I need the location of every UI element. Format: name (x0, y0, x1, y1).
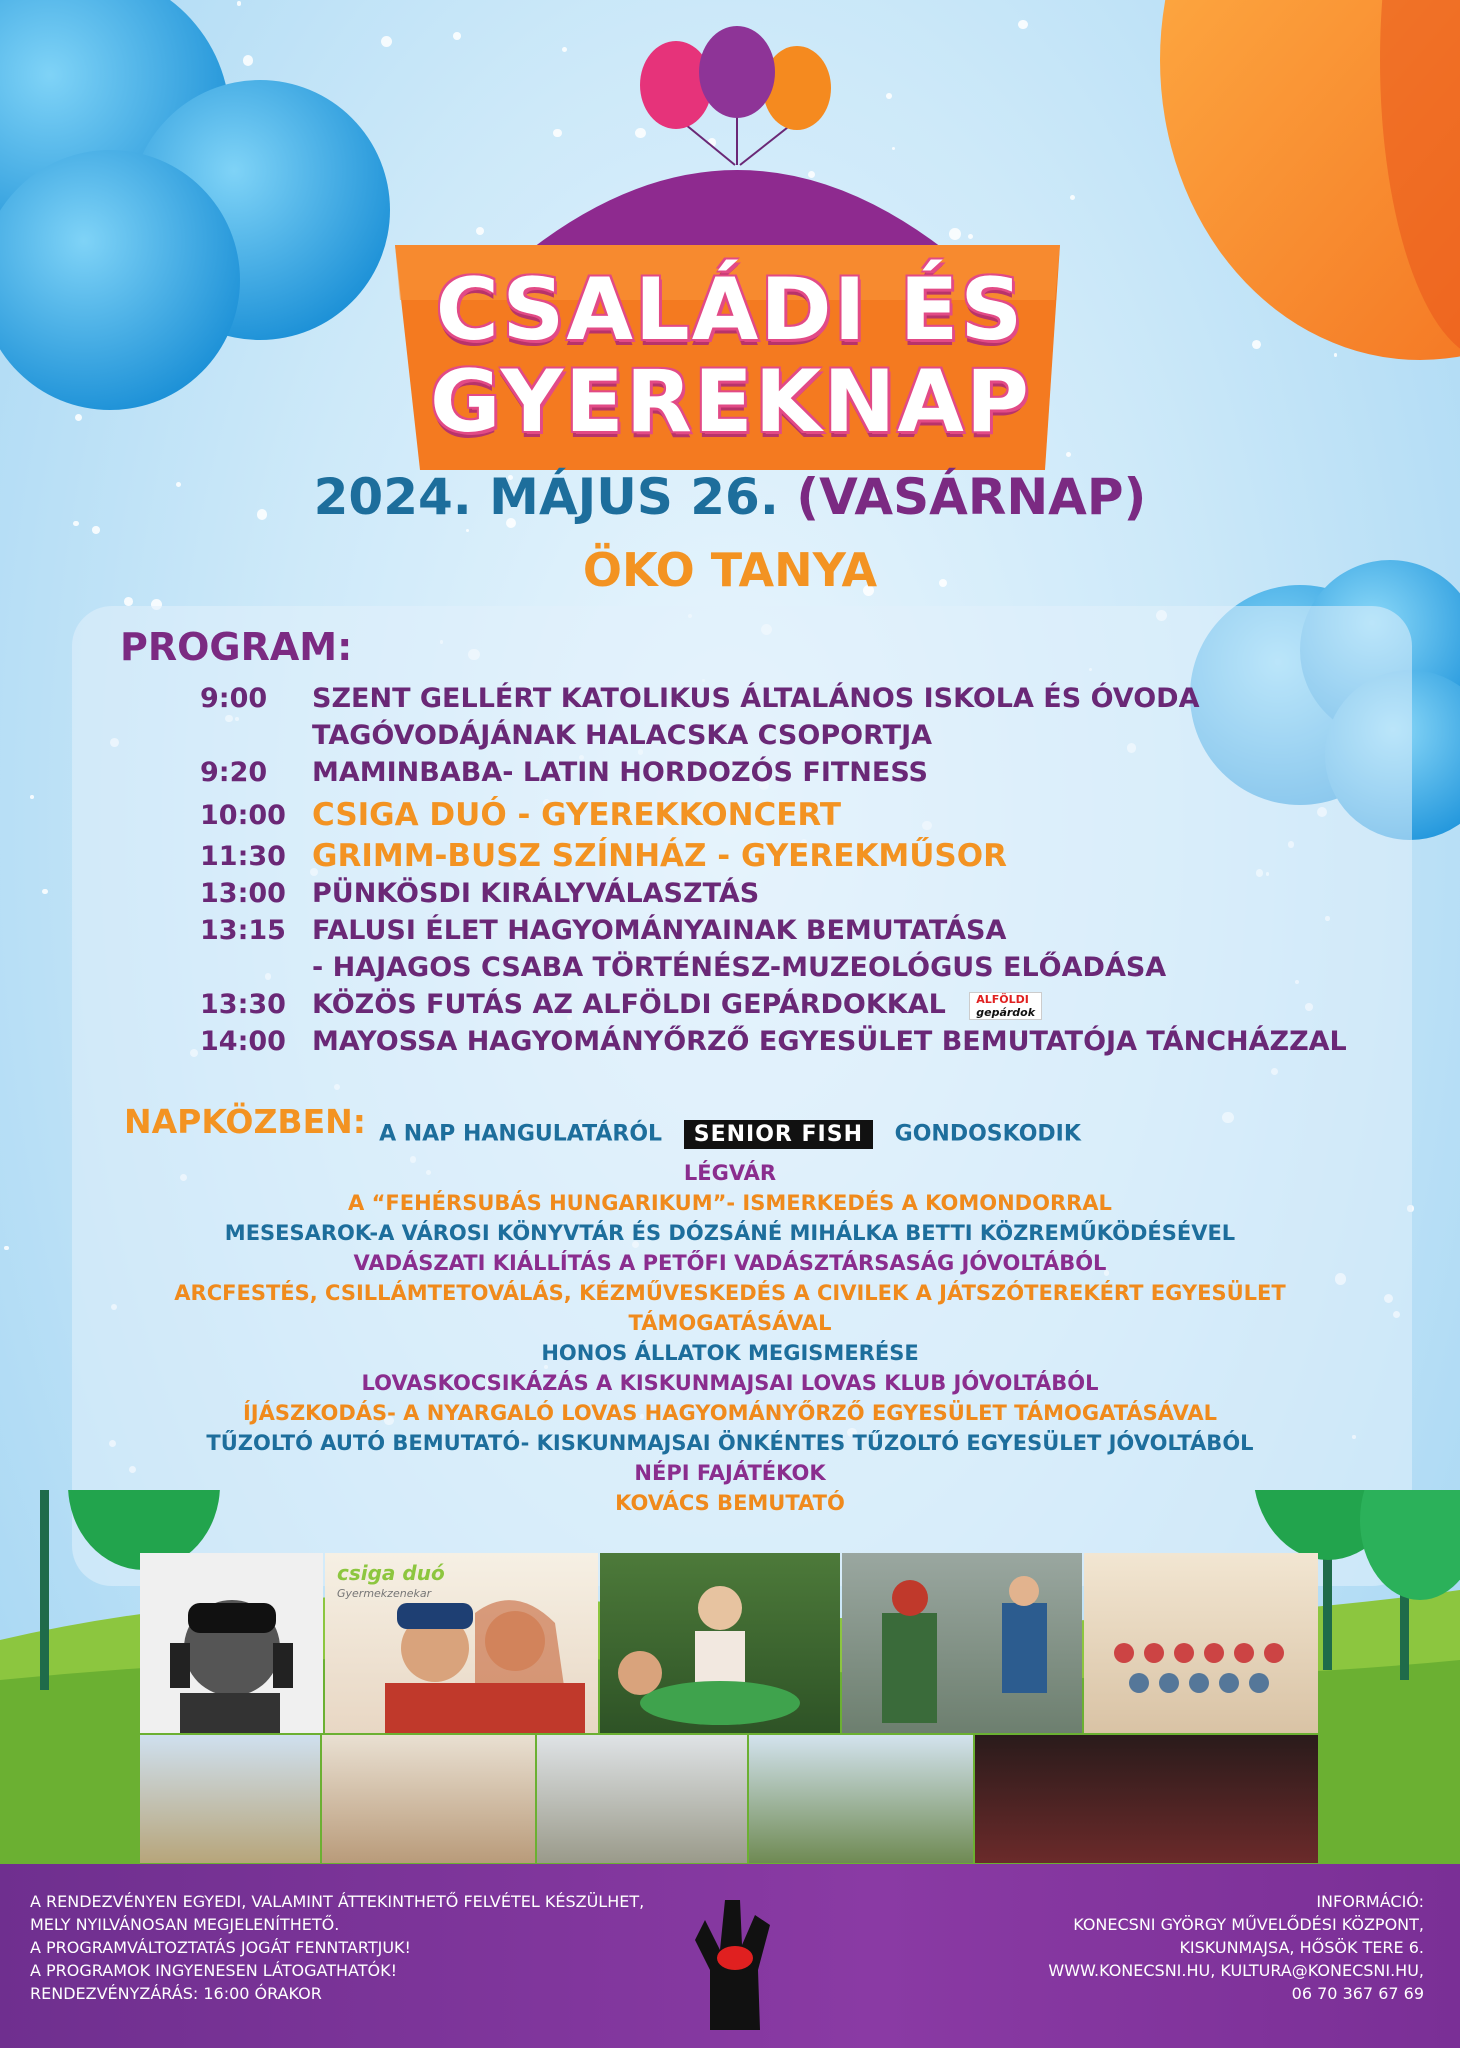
napkozben-item: VADÁSZATI KIÁLLÍTÁS A PETŐFI VADÁSZTÁRSASÁG JÓVOLTÁBÓL (353, 1251, 1107, 1275)
schedule-desc (312, 986, 1380, 1023)
schedule-desc: TAGÓVODÁJÁNAK HALACSKA CSOPORTJA (312, 720, 933, 751)
csiga-duo-caption: csiga duó (337, 1561, 445, 1585)
snow-dot (30, 795, 34, 799)
schedule-time: 10:00 (200, 800, 286, 831)
schedule-time: 9:00 (200, 683, 268, 714)
schedule-row (200, 717, 1380, 754)
program-heading: PROGRAM: (120, 625, 353, 669)
napkozben-item: TŰZOLTÓ AUTÓ BEMUTATÓ- KISKUNMAJSAI ÖNKÉNTES TŰZOLTÓ EGYESÜLET JÓVOLTÁBÓL (206, 1431, 1254, 1455)
schedule-desc-text: KÖZÖS FUTÁS AZ ALFÖLDI GEPÁRDOKKAL (312, 989, 946, 1020)
info-line: KONECSNI GYÖRGY MŰVELŐDÉSI KÖZPONT, (1073, 1915, 1424, 1934)
napkozben-item: A “FEHÉRSUBÁS HUNGARIKUM”- ISMERKEDÉS A KOMONDORRAL (348, 1191, 1112, 1215)
schedule-row (200, 754, 1380, 791)
schedule-row (200, 797, 1380, 834)
schedule-desc: GRIMM-BUSZ SZÍNHÁZ - GYEREKMŰSOR (312, 838, 1007, 874)
napkozben-item: LÉGVÁR (683, 1161, 777, 1185)
photo-kindergarten (1084, 1553, 1318, 1733)
schedule-time (200, 717, 312, 754)
info-line: KISKUNMAJSA, HŐSÖK TERE 6. (1179, 1938, 1424, 1957)
footer-notes (30, 1890, 644, 2005)
snow-dot (92, 526, 99, 533)
footer (0, 1864, 1460, 2048)
napkozben-item: HONOS ÁLLATOK MEGISMERÉSE (541, 1341, 919, 1365)
napkozben-item: ÍJÁSZKODÁS- A NYARGALÓ LOVAS HAGYOMÁNYŐRZŐ EGYESÜLET TÁMOGATÁSÁVAL (242, 1401, 1218, 1425)
schedule-time: 13:30 (200, 989, 286, 1020)
schedule-desc: FALUSI ÉLET HAGYOMÁNYAINAK BEMUTATÁSA (312, 915, 1007, 946)
schedule-time: 11:30 (200, 841, 286, 872)
event-date (0, 468, 1460, 526)
csiga-duo-subcaption: Gyermekzenekar (337, 1587, 432, 1600)
schedule-desc: - HAJAGOS CSABA TÖRTÉNÉSZ-MUZEOLÓGUS ELŐADÁSA (312, 952, 1167, 983)
photo-folk-dance (975, 1735, 1318, 1863)
schedule-row (200, 838, 1380, 875)
photo-horse-carriage (749, 1735, 973, 1863)
schedule-time: 9:20 (200, 757, 268, 788)
organizer-logo-icon (690, 1880, 780, 2030)
gepard-logo (969, 992, 1042, 1020)
napkozben-item: KOVÁCS BEMUTATÓ (615, 1491, 845, 1515)
napkozben-item: MESESAROK-A VÁROSI KÖNYVTÁR ÉS DÓZSÁNÉ MIHÁLKA BETTI KÖZREMŰKÖDÉSÉVEL (224, 1221, 1236, 1245)
schedule-time (200, 949, 312, 986)
napkozben-heading: NAPKÖZBEN: (124, 1102, 366, 1141)
footer-note: A PROGRAMOK INGYENESEN LÁTOGATHATÓK! (30, 1961, 397, 1980)
footer-note: RENDEZVÉNYZÁRÁS: 16:00 ÓRAKOR (30, 1984, 322, 2003)
footer-info (1048, 1890, 1424, 2005)
snow-dot (124, 597, 133, 606)
date-text: 2024. MÁJUS 26. (313, 468, 779, 526)
hangulat-after: GONDOSKODIK (894, 1121, 1081, 1147)
footer-note: A RENDEZVÉNYEN EGYEDI, VALAMINT ÁTTEKINTHETŐ FELVÉTEL KÉSZÜLHET, (30, 1892, 645, 1911)
event-venue: ÖKO TANYA (582, 543, 878, 597)
hangulat-line (0, 1120, 1460, 1149)
footer-note: A PROGRAMVÁLTOZTATÁS JOGÁT FENNTARTJUK! (30, 1938, 411, 1957)
schedule-desc: CSIGA DUÓ - GYEREKKONCERT (312, 797, 842, 833)
program-schedule (200, 680, 1380, 1060)
schedule-row (200, 1023, 1380, 1060)
schedule-row (200, 875, 1380, 912)
photo-archery (140, 1735, 320, 1863)
info-line: WWW.KONECSNI.HU, KULTURA@KONECSNI.HU, (1048, 1961, 1424, 1980)
photo-storyteller (600, 1553, 840, 1733)
event-title-line2: GYEREKNAP (430, 352, 1031, 452)
schedule-time: 14:00 (200, 1026, 286, 1057)
schedule-row (200, 986, 1380, 1023)
napkozben-item: TÁMOGATÁSÁVAL (628, 1311, 832, 1335)
hangulat-before: A NAP HANGULATÁRÓL (379, 1121, 663, 1147)
schedule-time: 13:15 (200, 915, 286, 946)
footer-note: MELY NYILVÁNOSAN MEGJELENÍTHETŐ. (30, 1915, 340, 1934)
senior-fish-logo: SENIOR FISH (684, 1120, 873, 1149)
photo-fitness (322, 1735, 535, 1863)
napkozben-item: LOVASKOCSIKÁZÁS A KISKUNMAJSAI LOVAS KLUB JÓVOLTÁBÓL (361, 1371, 1099, 1395)
info-line: 06 70 367 67 69 (1291, 1984, 1424, 2003)
event-title-line1: CSALÁDI ÉS (435, 260, 1025, 360)
schedule-desc: SZENT GELLÉRT KATOLIKUS ÁLTALÁNOS ISKOLA ÉS ÓVODA (312, 683, 1200, 714)
photo-theatre (842, 1553, 1082, 1733)
schedule-row (200, 680, 1380, 717)
schedule-desc: MAMINBABA- LATIN HORDOZÓS FITNESS (312, 757, 929, 788)
schedule-time: 13:00 (200, 878, 286, 909)
schedule-desc: PÜNKÖSDI KIRÁLYVÁLASZTÁS (312, 878, 760, 909)
gepard-logo-line1: ALFÖLDI (976, 992, 1029, 1006)
gepard-logo-line2: gepárdok (976, 1005, 1036, 1019)
napkozben-item: ARCFESTÉS, CSILLÁMTETOVÁLÁS, KÉZMŰVESKEDÉS A CIVILEK A JÁTSZÓTEREKÉRT EGYESÜLET (174, 1281, 1286, 1305)
napkozben-item: NÉPI FAJÁTÉKOK (634, 1461, 826, 1485)
schedule-row (200, 912, 1380, 949)
schedule-row (200, 949, 1380, 986)
photo-dj (140, 1553, 323, 1733)
photo-collage (140, 1553, 1430, 1863)
photo-komondor (537, 1735, 747, 1863)
info-line: INFORMÁCIÓ: (1316, 1892, 1424, 1911)
schedule-desc: MAYOSSA HAGYOMÁNYŐRZŐ EGYESÜLET BEMUTATÓJA TÁNCHÁZZAL (312, 1026, 1347, 1057)
photo-csiga-duo (325, 1553, 598, 1733)
day-text: (VASÁRNAP) (796, 468, 1147, 526)
